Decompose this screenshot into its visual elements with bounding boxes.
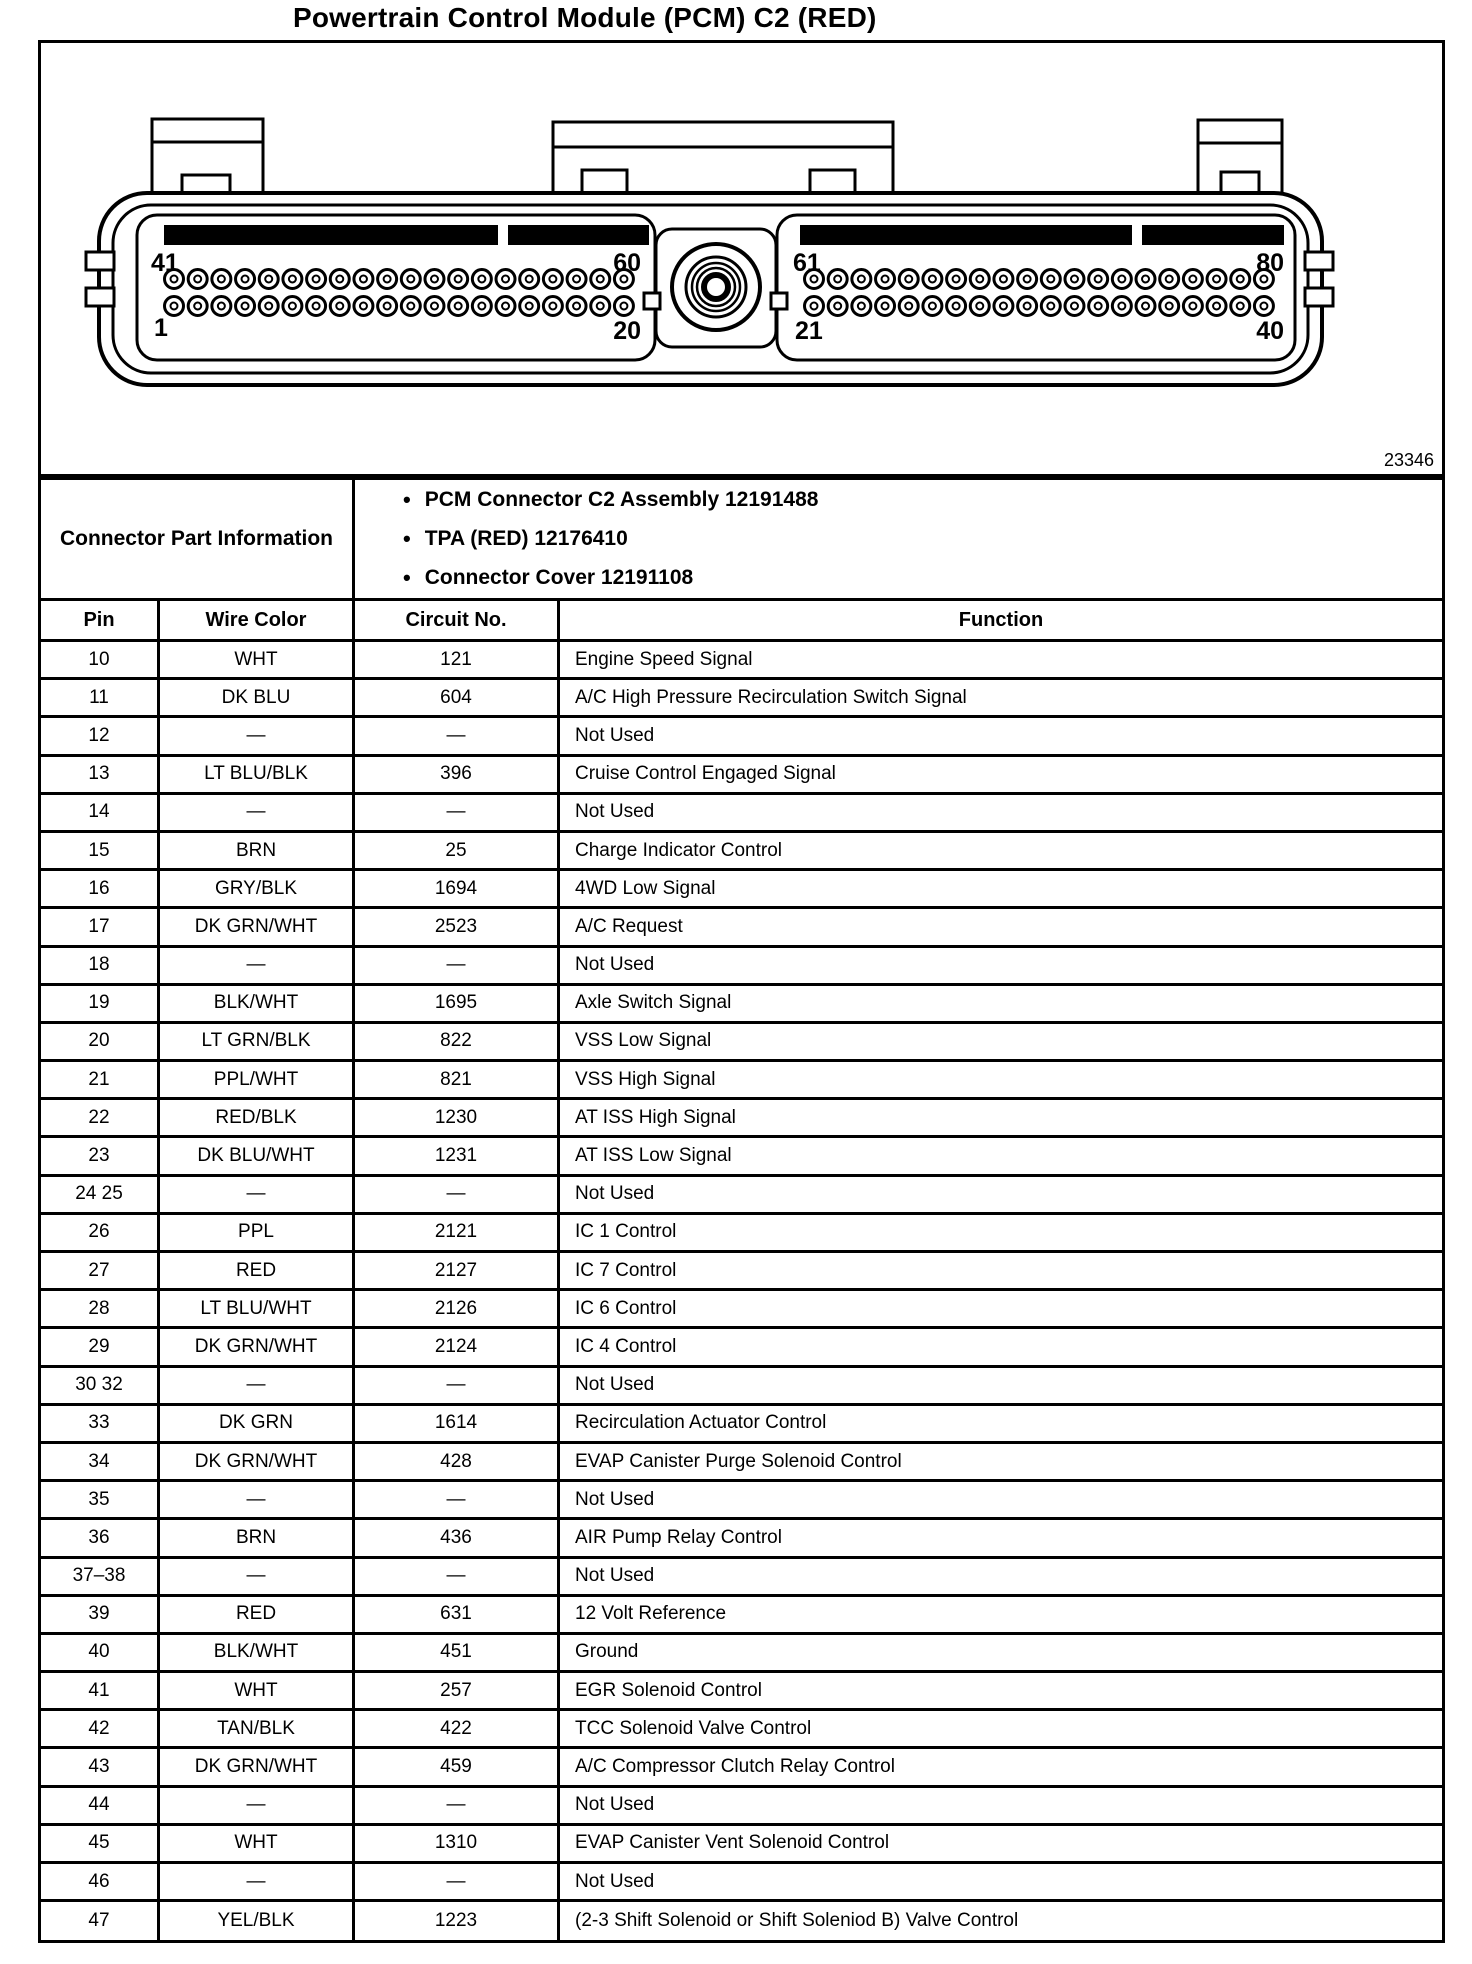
connector-body	[99, 193, 1322, 385]
pin-cell: 16	[41, 871, 160, 906]
wire-color-cell: —	[160, 948, 355, 983]
pin-label-20: 20	[613, 317, 641, 345]
table-row	[41, 1597, 1442, 1635]
part-info-item: • TPA (RED) 12176410	[403, 526, 1442, 552]
function-cell: 12 Volt Reference	[575, 1603, 727, 1625]
part-info-item: • PCM Connector C2 Assembly 12191488	[403, 487, 1442, 513]
wire-color-cell: DK BLU/WHT	[160, 1138, 355, 1173]
pin-cell: 15	[41, 833, 160, 868]
pin-label-40: 40	[1256, 317, 1284, 345]
wire-color-cell: RED	[160, 1597, 355, 1632]
pin-cell: 33	[41, 1406, 160, 1441]
pinout-table	[38, 477, 1445, 1943]
figure-number: 23346	[1383, 450, 1434, 470]
pin-cell: 42	[41, 1711, 160, 1746]
pin-cell: 28	[41, 1291, 160, 1326]
function-cell: Not Used	[575, 1794, 655, 1816]
function-cell: IC 6 Control	[575, 1297, 677, 1319]
circuit-no-cell: 1310	[355, 1826, 560, 1861]
circuit-no-cell: —	[355, 1482, 560, 1517]
wire-color-cell: —	[160, 1788, 355, 1823]
pin-cell: 44	[41, 1788, 160, 1823]
wire-color-cell: DK GRN/WHT	[160, 909, 355, 944]
circuit-no-cell: 2523	[355, 909, 560, 944]
wire-color-cell: —	[160, 1559, 355, 1594]
circuit-no-cell: 1614	[355, 1406, 560, 1441]
table-row	[41, 795, 1442, 833]
wire-color-cell: PPL/WHT	[160, 1062, 355, 1097]
function-cell: IC 4 Control	[575, 1335, 677, 1357]
function-cell: Not Used	[575, 1488, 655, 1510]
circuit-no-cell: —	[355, 1864, 560, 1899]
circuit-no-cell: 257	[355, 1673, 560, 1708]
function-cell: IC 1 Control	[575, 1221, 677, 1243]
function-cell: Not Used	[575, 801, 655, 823]
wire-color-cell: LT GRN/BLK	[160, 1024, 355, 1059]
pin-cell: 18	[41, 948, 160, 983]
wire-color-cell: DK GRN	[160, 1406, 355, 1441]
wire-color-cell: WHT	[160, 1673, 355, 1708]
col-header-circuit-no: Circuit No.	[355, 601, 560, 639]
function-cell: Recirculation Actuator Control	[575, 1412, 827, 1434]
table-row	[41, 1100, 1442, 1138]
pin-cell: 10	[41, 642, 160, 677]
circuit-no-cell: 1694	[355, 871, 560, 906]
pin-cell: 37–38	[41, 1559, 160, 1594]
circuit-no-cell: 459	[355, 1749, 560, 1784]
wire-color-cell: BLK/WHT	[160, 986, 355, 1021]
table-row	[41, 1024, 1442, 1062]
function-cell: EGR Solenoid Control	[575, 1679, 762, 1701]
table-row	[41, 1062, 1442, 1100]
pin-cell: 39	[41, 1597, 160, 1632]
wire-color-cell: WHT	[160, 1826, 355, 1861]
function-cell: AT ISS Low Signal	[575, 1145, 732, 1167]
pin-cell: 12	[41, 718, 160, 753]
circuit-no-cell: 451	[355, 1635, 560, 1670]
table-row	[41, 757, 1442, 795]
table-row	[41, 1711, 1442, 1749]
wire-color-cell: —	[160, 1368, 355, 1403]
function-cell: A/C Request	[575, 915, 683, 937]
page-title: Powertrain Control Module (PCM) C2 (RED)	[293, 2, 877, 33]
pin-cell: 21	[41, 1062, 160, 1097]
function-cell: Engine Speed Signal	[575, 648, 753, 670]
table-row	[41, 1635, 1442, 1673]
pin-cell: 24 25	[41, 1177, 160, 1212]
circuit-no-cell: —	[355, 1368, 560, 1403]
circuit-no-cell: 2124	[355, 1329, 560, 1364]
wire-color-cell: DK GRN/WHT	[160, 1329, 355, 1364]
wire-color-cell: BRN	[160, 833, 355, 868]
circuit-no-cell: —	[355, 795, 560, 830]
function-cell: A/C High Pressure Recirculation Switch Signal	[575, 686, 967, 708]
wire-color-cell: LT BLU/WHT	[160, 1291, 355, 1326]
pin-cell: 30 32	[41, 1368, 160, 1403]
pin-label-21: 21	[795, 317, 823, 345]
circuit-no-cell: 1230	[355, 1100, 560, 1135]
table-row	[41, 1253, 1442, 1291]
connector-info-row	[41, 480, 1442, 601]
wire-color-cell: BLK/WHT	[160, 1635, 355, 1670]
circuit-no-cell: 2126	[355, 1291, 560, 1326]
wire-color-cell: —	[160, 1864, 355, 1899]
table-row	[41, 833, 1442, 871]
col-header-function: Function	[958, 608, 1044, 631]
circuit-no-cell: —	[355, 718, 560, 753]
pin-cell: 11	[41, 680, 160, 715]
circuit-no-cell: 604	[355, 680, 560, 715]
circuit-no-cell: 436	[355, 1520, 560, 1555]
circuit-no-cell: —	[355, 948, 560, 983]
circuit-no-cell: —	[355, 1788, 560, 1823]
wire-color-cell: PPL	[160, 1215, 355, 1250]
table-row	[41, 1329, 1442, 1367]
wire-color-cell: DK BLU	[160, 680, 355, 715]
table-row	[41, 642, 1442, 680]
wire-color-cell: —	[160, 718, 355, 753]
function-cell: Cruise Control Engaged Signal	[575, 763, 836, 785]
wire-color-cell: BRN	[160, 1520, 355, 1555]
pin-cell: 23	[41, 1138, 160, 1173]
circuit-no-cell: 2127	[355, 1253, 560, 1288]
circuit-no-cell: 422	[355, 1711, 560, 1746]
wire-color-cell: —	[160, 795, 355, 830]
pin-label-60: 60	[613, 249, 641, 277]
pin-cell: 45	[41, 1826, 160, 1861]
pin-cell: 43	[41, 1749, 160, 1784]
table-row	[41, 1138, 1442, 1176]
table-row	[41, 1673, 1442, 1711]
part-info-list	[355, 480, 1442, 598]
pin-cell: 36	[41, 1520, 160, 1555]
table-row	[41, 1826, 1442, 1864]
function-cell: (2-3 Shift Solenoid or Shift Soleniod B) Valve Control	[575, 1910, 1019, 1932]
function-cell: Not Used	[575, 724, 655, 746]
table-row	[41, 1368, 1442, 1406]
table-header-row	[41, 601, 1442, 642]
wire-color-cell: GRY/BLK	[160, 871, 355, 906]
wire-color-cell: RED/BLK	[160, 1100, 355, 1135]
function-cell: Not Used	[575, 1183, 655, 1205]
table-row	[41, 948, 1442, 986]
wire-color-cell: YEL/BLK	[160, 1902, 355, 1940]
function-cell: A/C Compressor Clutch Relay Control	[575, 1756, 895, 1778]
function-cell: AIR Pump Relay Control	[575, 1526, 782, 1548]
circuit-no-cell: —	[355, 1177, 560, 1212]
pin-label-1: 1	[154, 314, 168, 342]
mounting-brackets	[152, 119, 1282, 195]
wire-color-cell: —	[160, 1177, 355, 1212]
table-row	[41, 1177, 1442, 1215]
wire-color-cell: —	[160, 1482, 355, 1517]
connector-part-info-header: Connector Part Information	[41, 480, 355, 598]
circuit-no-cell: 396	[355, 757, 560, 792]
pin-cell: 19	[41, 986, 160, 1021]
pin-cell: 27	[41, 1253, 160, 1288]
function-cell: Ground	[575, 1641, 639, 1663]
table-row	[41, 1291, 1442, 1329]
pin-cell: 41	[41, 1673, 160, 1708]
circuit-no-cell: 1223	[355, 1902, 560, 1940]
circuit-no-cell: 631	[355, 1597, 560, 1632]
function-cell: EVAP Canister Vent Solenoid Control	[575, 1832, 890, 1854]
function-cell: 4WD Low Signal	[575, 877, 716, 899]
function-cell: Charge Indicator Control	[575, 839, 782, 861]
col-header-wire-color: Wire Color	[160, 601, 355, 639]
table-row	[41, 1864, 1442, 1902]
function-cell: TCC Solenoid Valve Control	[575, 1717, 812, 1739]
circuit-no-cell: 428	[355, 1444, 560, 1479]
pin-cell: 17	[41, 909, 160, 944]
circuit-no-cell: —	[355, 1559, 560, 1594]
pin-cell: 29	[41, 1329, 160, 1364]
wire-color-cell: DK GRN/WHT	[160, 1749, 355, 1784]
wire-color-cell: LT BLU/BLK	[160, 757, 355, 792]
function-cell: VSS Low Signal	[575, 1030, 712, 1052]
table-row	[41, 718, 1442, 756]
table-row	[41, 871, 1442, 909]
pin-cell: 35	[41, 1482, 160, 1517]
circuit-no-cell: 25	[355, 833, 560, 868]
pin-cell: 20	[41, 1024, 160, 1059]
pin-cell: 46	[41, 1864, 160, 1899]
part-info-item: • Connector Cover 12191108	[403, 565, 1442, 591]
table-row	[41, 909, 1442, 947]
pin-label-61: 61	[793, 249, 821, 277]
pin-cell: 40	[41, 1635, 160, 1670]
circuit-no-cell: 2121	[355, 1215, 560, 1250]
function-cell: IC 7 Control	[575, 1259, 677, 1281]
pin-table-body	[41, 642, 1442, 1940]
function-cell: Not Used	[575, 1565, 655, 1587]
wire-color-cell: DK GRN/WHT	[160, 1444, 355, 1479]
function-cell: AT ISS High Signal	[575, 1106, 736, 1128]
function-cell: EVAP Canister Purge Solenoid Control	[575, 1450, 902, 1472]
table-row	[41, 680, 1442, 718]
pin-cell: 14	[41, 795, 160, 830]
table-row	[41, 1788, 1442, 1826]
function-cell: VSS High Signal	[575, 1068, 716, 1090]
pin-cell: 26	[41, 1215, 160, 1250]
table-row	[41, 1444, 1442, 1482]
pin-cell: 22	[41, 1100, 160, 1135]
circuit-no-cell: 821	[355, 1062, 560, 1097]
function-cell: Axle Switch Signal	[575, 992, 732, 1014]
pin-label-80: 80	[1256, 249, 1284, 277]
col-header-pin: Pin	[41, 601, 160, 639]
table-row	[41, 1482, 1442, 1520]
wire-color-cell: TAN/BLK	[160, 1711, 355, 1746]
pin-cell: 47	[41, 1902, 160, 1940]
wire-color-cell: WHT	[160, 642, 355, 677]
pin-label-41: 41	[151, 249, 179, 277]
connector-figure	[38, 40, 1445, 477]
pin-cell: 13	[41, 757, 160, 792]
table-row	[41, 1749, 1442, 1787]
wire-color-cell: RED	[160, 1253, 355, 1288]
function-cell: Not Used	[575, 954, 655, 976]
function-cell: Not Used	[575, 1374, 655, 1396]
circuit-no-cell: 822	[355, 1024, 560, 1059]
table-row	[41, 986, 1442, 1024]
circuit-no-cell: 1695	[355, 986, 560, 1021]
table-row	[41, 1520, 1442, 1558]
circuit-no-cell: 121	[355, 642, 560, 677]
table-row	[41, 1902, 1442, 1940]
circuit-no-cell: 1231	[355, 1138, 560, 1173]
function-cell: Not Used	[575, 1870, 655, 1892]
table-row	[41, 1215, 1442, 1253]
pin-cell: 34	[41, 1444, 160, 1479]
connector-diagram	[41, 43, 1442, 474]
table-row	[41, 1406, 1442, 1444]
table-row	[41, 1559, 1442, 1597]
